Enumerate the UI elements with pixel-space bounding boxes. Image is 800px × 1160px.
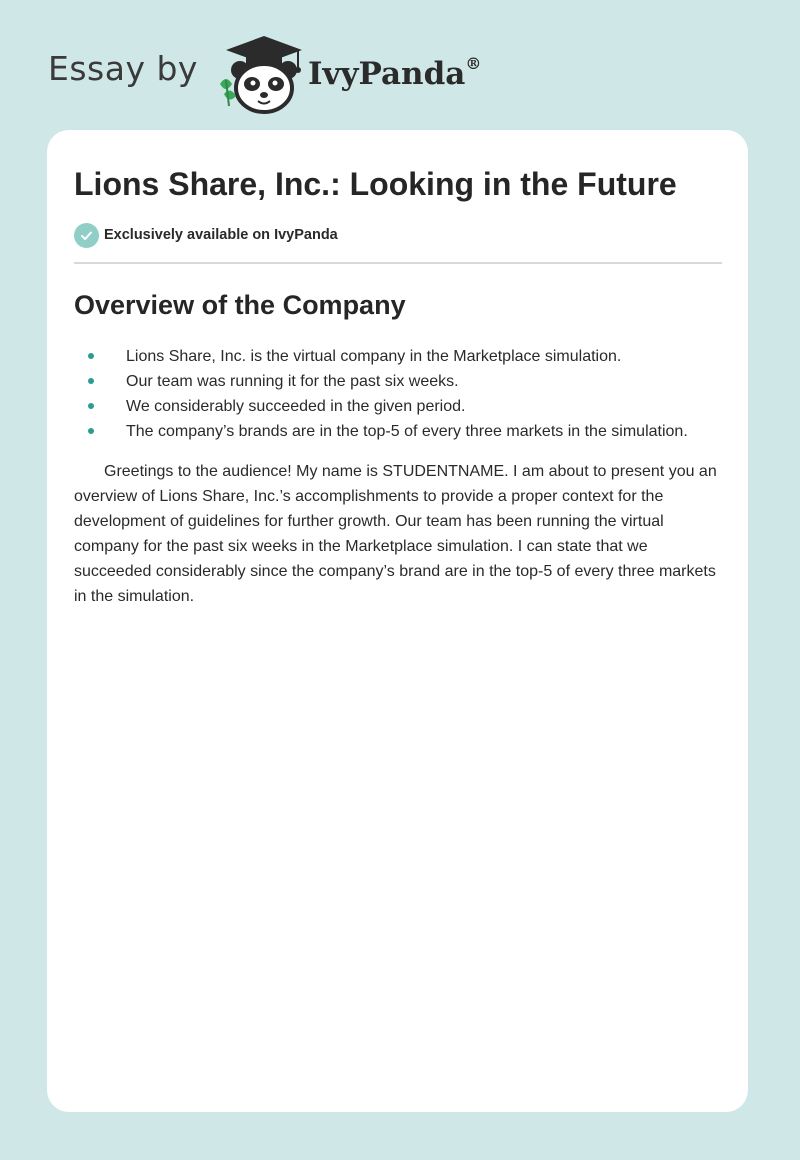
divider bbox=[74, 262, 722, 264]
exclusive-badge bbox=[74, 222, 722, 248]
essay-by-label: Essay by bbox=[48, 48, 198, 88]
bullet-list bbox=[74, 344, 722, 444]
exclusive-label: Exclusively available on IvyPanda bbox=[104, 227, 338, 243]
bullet-dot bbox=[88, 428, 94, 434]
check-circle-icon bbox=[74, 223, 99, 248]
body-paragraph: Greetings to the audience! My name is STUDENTNAME. I am about to present you an overview of Lions Share, Inc.’s accomplishments to provide a proper context for the development of guidelines for further growth. Our team has been running the virtual company for the past six weeks in the Marketplace simulation. I can state that we succeeded considerably since the company’s brand are in the top-5 of every three markets in the simulation. bbox=[74, 463, 717, 605]
bullet-dot bbox=[88, 353, 94, 359]
panda-graduate-icon bbox=[212, 34, 304, 114]
page-title: Lions Share, Inc.: Looking in the Future bbox=[74, 166, 677, 202]
site-header bbox=[48, 34, 481, 114]
list-item: Lions Share, Inc. is the virtual company in the Marketplace simulation. bbox=[74, 344, 722, 369]
bullet-dot bbox=[88, 403, 94, 409]
list-item: We considerably succeeded in the given period. bbox=[74, 394, 722, 419]
list-item: The company’s brands are in the top-5 of every three markets in the simulation. bbox=[74, 419, 722, 444]
brand-name: IvyPanda® bbox=[307, 53, 482, 92]
list-item: Our team was running it for the past six weeks. bbox=[74, 369, 722, 394]
bullet-dot bbox=[88, 378, 94, 384]
essay-card bbox=[47, 130, 748, 1112]
section-heading: Overview of the Company bbox=[74, 290, 406, 320]
